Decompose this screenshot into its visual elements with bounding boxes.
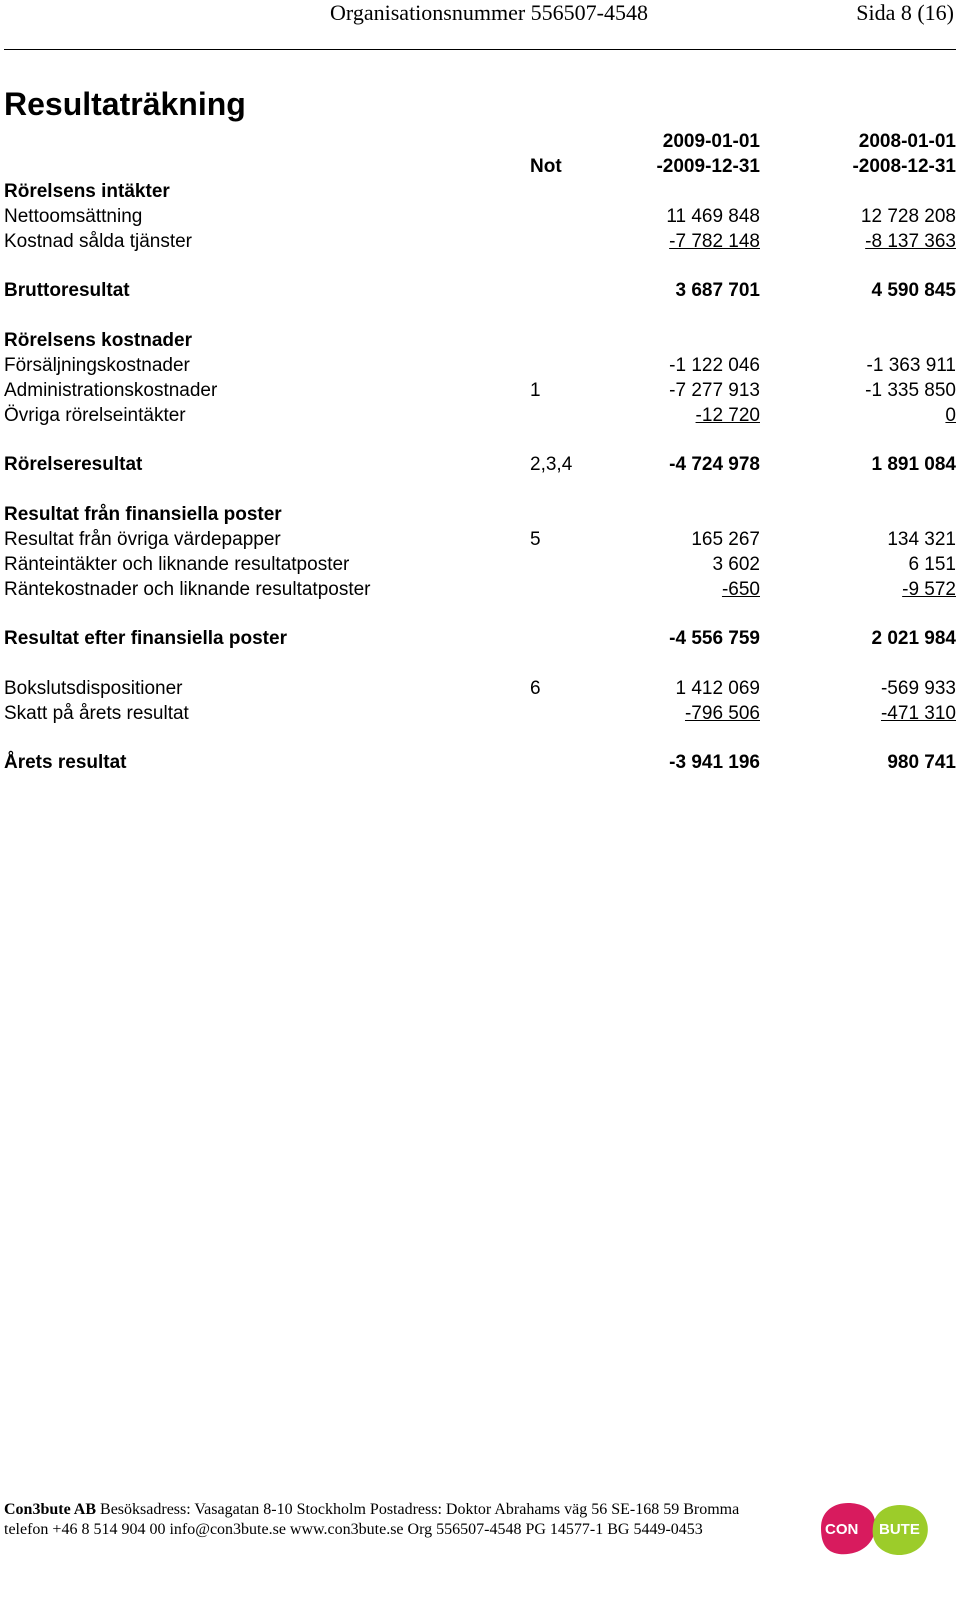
table-row [4,353,956,379]
page-number: Sida 8 (16) [856,0,954,25]
row-label: Rörelsens intäkter [4,181,170,202]
table-row [4,229,956,255]
row-value-2009: -4 724 978 [669,454,760,475]
page-title: Resultaträkning [4,86,246,122]
row-value-2009: 3 687 701 [675,280,760,301]
row-value-2009: -7 277 913 [669,380,760,401]
row-label: Övriga rörelseintäkter [4,405,186,426]
svg-text:CON: CON [825,1521,859,1538]
header-divider [4,49,956,50]
table-row [4,403,956,429]
column-header-end-row [4,154,956,180]
period-1-start: 2009-01-01 [662,131,760,152]
row-label: Rörelsens kostnader [4,330,192,351]
row-value-2008: 1 891 084 [871,454,956,475]
row-value-2008: 6 151 [908,554,956,575]
row-value-2009: -7 782 148 [669,231,760,252]
row-label: Försäljningskostnader [4,355,190,376]
table-row [4,527,956,553]
row-note: 6 [530,678,541,699]
row-value-2008: 134 321 [887,529,956,550]
row-value-2008: 0 [945,405,956,426]
row-label: Årets resultat [4,752,127,773]
row-label: Ränteintäkter och liknande resultatposter [4,554,350,575]
con3bute-logo [817,1498,932,1560]
note-column-header: Not [530,156,562,177]
table-row [4,452,956,478]
table-row [4,750,956,776]
table-row [4,502,956,528]
row-note: 2,3,4 [530,454,573,475]
table-row [4,676,956,702]
row-label: Bruttoresultat [4,280,130,301]
row-value-2009: 3 602 [712,554,760,575]
row-label: Skatt på årets resultat [4,703,189,724]
row-note: 1 [530,380,541,401]
table-row [4,577,956,603]
page-footer [4,1500,739,1540]
row-value-2009: 11 469 848 [666,206,760,227]
row-value-2008: -1 335 850 [865,380,956,401]
row-label: Räntekostnader och liknande resultatposter [4,579,371,600]
row-value-2009: -1 122 046 [669,355,760,376]
page-header [4,0,954,38]
footer-line-1 [4,1500,739,1520]
row-value-2009: -4 556 759 [669,628,760,649]
table-row [4,328,956,354]
footer-line-2: telefon +46 8 514 904 00 info@con3bute.se www.con3bute.se Org 556507-4548 PG 14577-1 BG 5449-0453 [4,1521,703,1538]
row-label: Administrationskostnader [4,380,218,401]
row-value-2009: -650 [721,579,760,600]
table-row [4,552,956,578]
table-row [4,378,956,404]
row-value-2008: 4 590 845 [871,280,956,301]
table-row [4,701,956,727]
row-label: Resultat efter finansiella poster [4,628,287,649]
row-value-2009: 1 412 069 [675,678,760,699]
table-row [4,278,956,304]
row-label: Resultat från övriga värdepapper [4,529,281,550]
row-value-2009: 165 267 [691,529,760,550]
row-value-2008: 12 728 208 [860,206,956,227]
row-note: 5 [530,529,541,550]
row-value-2008: -8 137 363 [865,231,956,252]
row-value-2009: -3 941 196 [669,752,760,773]
footer-address: Besöksadress: Vasagatan 8-10 Stockholm Postadress: Doktor Abrahams väg 56 SE-168 59 Bromma [96,1501,740,1518]
table-row [4,179,956,205]
period-2-start: 2008-01-01 [858,131,956,152]
period-2-end: -2008-12-31 [852,156,956,177]
row-value-2008: 2 021 984 [871,628,956,649]
row-value-2008: -1 363 911 [866,355,956,376]
row-label: Bokslutsdispositioner [4,678,183,699]
period-1-end: -2009-12-31 [656,156,760,177]
svg-text:BUTE: BUTE [879,1521,920,1538]
row-value-2008: -569 933 [880,678,956,699]
row-value-2008: -471 310 [880,703,956,724]
row-label: Nettoomsättning [4,206,143,227]
table-row [4,204,956,230]
row-label: Resultat från finansiella poster [4,504,282,525]
organisation-number: Organisationsnummer 556507-4548 [330,0,648,25]
row-value-2009: -12 720 [695,405,760,426]
row-value-2009: -796 506 [684,703,760,724]
row-value-2008: 980 741 [887,752,956,773]
column-header-start-row [4,129,956,155]
row-label: Kostnad sålda tjänster [4,231,193,252]
row-value-2008: -9 572 [902,579,956,600]
table-row [4,626,956,652]
row-label: Rörelseresultat [4,454,143,475]
footer-company: Con3bute AB [4,1501,97,1518]
